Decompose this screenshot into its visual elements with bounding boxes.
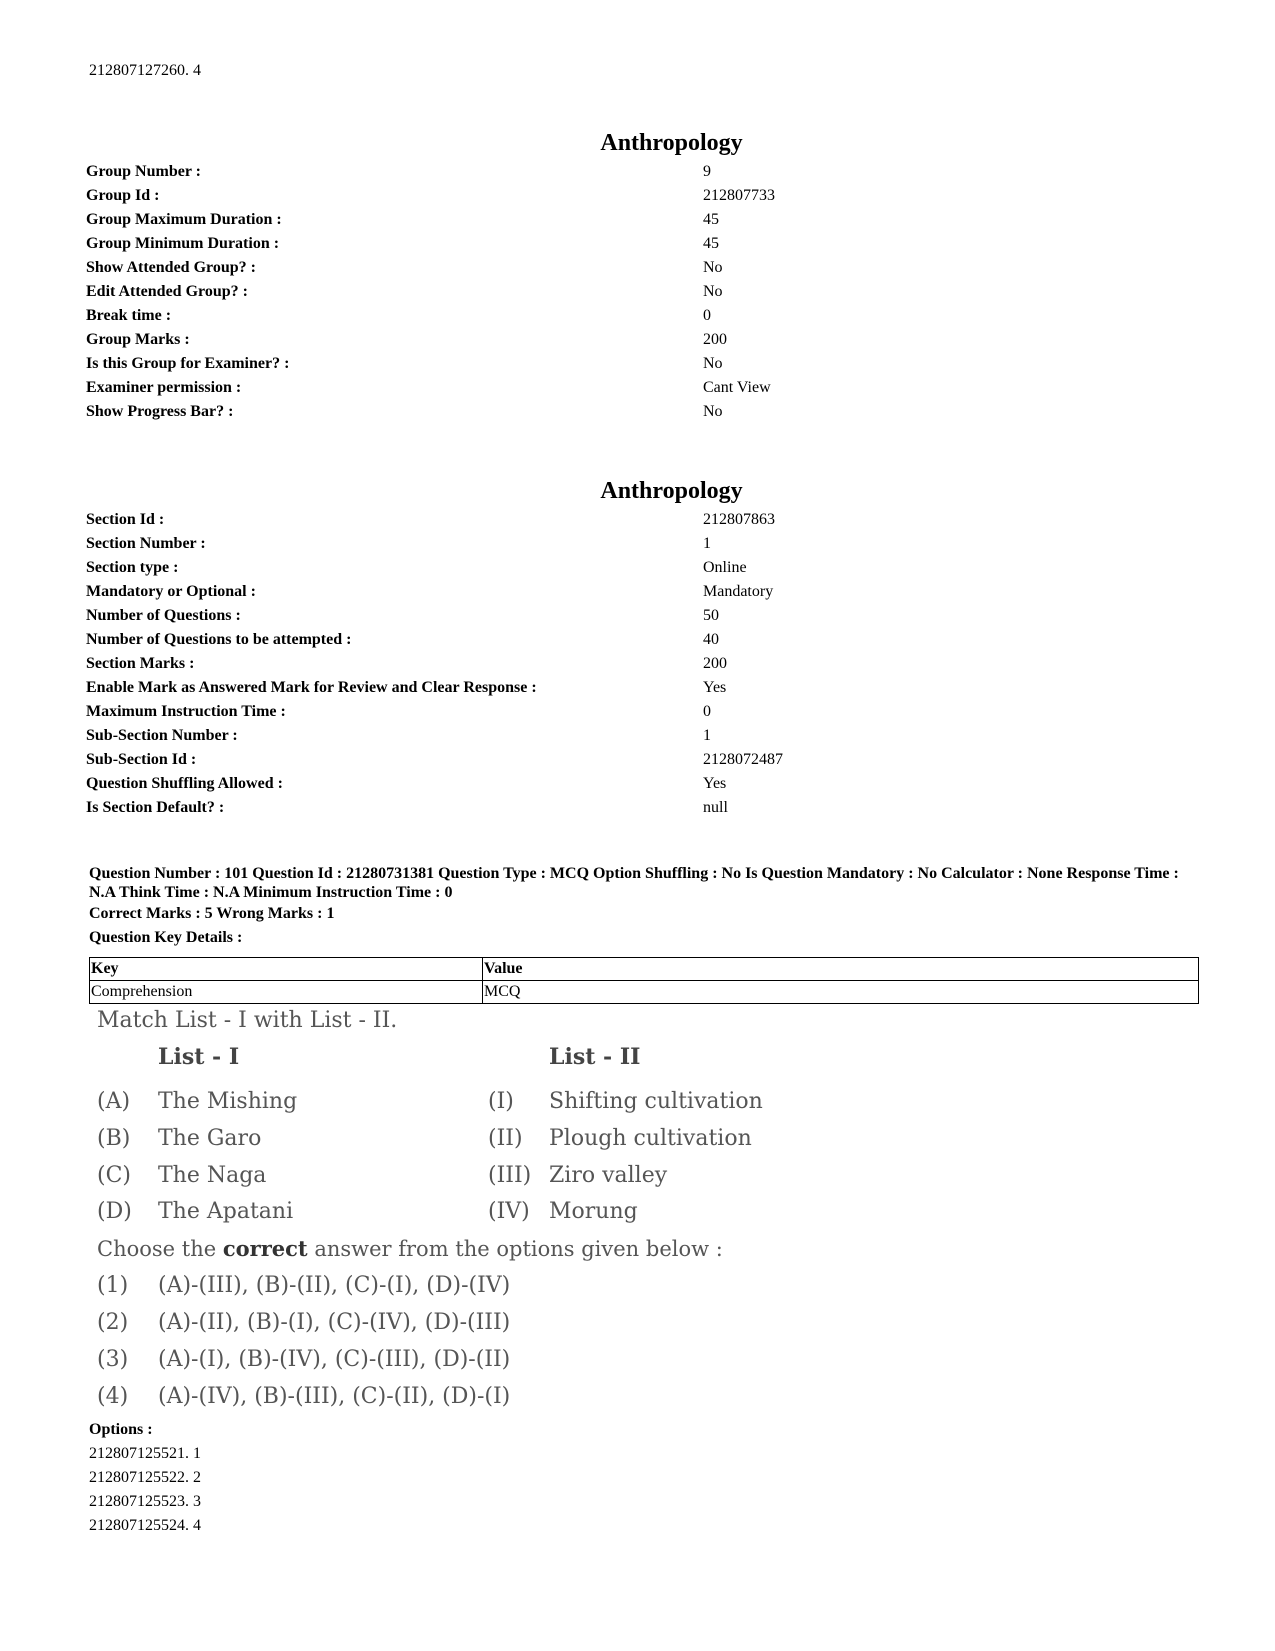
section-row: Sub-Section Number : 1 bbox=[86, 727, 711, 744]
list-1-item: The Apatani bbox=[158, 1199, 294, 1224]
section-row: Maximum Instruction Time : 0 bbox=[86, 703, 711, 720]
section-row: Question Shuffling Allowed : Yes bbox=[86, 775, 727, 792]
section-heading: Anthropology bbox=[600, 478, 743, 504]
list-2-item: Ziro valley bbox=[549, 1163, 668, 1188]
group-row: Group Minimum Duration : 45 bbox=[86, 235, 719, 252]
group-row: Show Progress Bar? : No bbox=[86, 403, 723, 420]
group-row: Group Id : 212807733 bbox=[86, 187, 775, 204]
list-2-tag: (III) bbox=[488, 1163, 532, 1188]
section-row: Section Id : 212807863 bbox=[86, 511, 775, 528]
choice-text: (A)-(II), (B)-(I), (C)-(IV), (D)-(III) bbox=[158, 1310, 511, 1335]
list-1-item: The Garo bbox=[158, 1126, 262, 1151]
table-cell: MCQ bbox=[483, 981, 1199, 1004]
section-details bbox=[86, 508, 1206, 820]
group-row: Edit Attended Group? : No bbox=[86, 283, 723, 300]
list-1-tag: (B) bbox=[97, 1126, 131, 1151]
list-2-tag: (I) bbox=[488, 1089, 514, 1114]
table-header-cell: Value bbox=[483, 958, 1199, 981]
options-label: Options : bbox=[89, 1421, 153, 1438]
question-key-details-label: Question Key Details : bbox=[89, 929, 243, 946]
list-2-item: Shifting cultivation bbox=[549, 1089, 763, 1114]
group-heading: Anthropology bbox=[600, 130, 743, 156]
table-row bbox=[90, 981, 1199, 1004]
list-1-tag: (A) bbox=[97, 1089, 131, 1114]
question-instruction: Choose the correct answer from the options given below : bbox=[97, 1236, 723, 1261]
group-row: Break time : 0 bbox=[86, 307, 711, 324]
section-row: Number of Questions to be attempted : 40 bbox=[86, 631, 719, 648]
group-row: Group Maximum Duration : 45 bbox=[86, 211, 719, 228]
list-1-tag: (D) bbox=[97, 1199, 132, 1224]
group-row: Show Attended Group? : No bbox=[86, 259, 723, 276]
option-item: 212807125521. 1 bbox=[89, 1445, 201, 1462]
list-2-tag: (II) bbox=[488, 1126, 523, 1151]
question-meta: Question Number : 101 Question Id : 21280731381 Question Type : MCQ Option Shuffling : No Is Question Mandatory : No Calculator : None Response Time : N.A Think Time : N.A Minimum Instruction Time : 0 bbox=[89, 865, 1179, 901]
choice-text: (A)-(IV), (B)-(III), (C)-(II), (D)-(I) bbox=[158, 1384, 511, 1409]
table-header-cell: Key bbox=[90, 958, 483, 981]
question-key-table bbox=[89, 957, 1199, 1004]
list-1-tag: (C) bbox=[97, 1163, 131, 1188]
section-row: Section Marks : 200 bbox=[86, 655, 727, 672]
group-details bbox=[86, 160, 1206, 424]
list-1-item: The Mishing bbox=[158, 1089, 298, 1114]
choice-number: (4) bbox=[97, 1384, 129, 1409]
list-2-header: List - II bbox=[549, 1044, 641, 1070]
list-1-item: The Naga bbox=[158, 1163, 267, 1188]
list-1-header: List - I bbox=[158, 1044, 240, 1070]
section-row: Sub-Section Id : 2128072487 bbox=[86, 751, 783, 768]
question-body bbox=[92, 1008, 792, 1416]
option-item: 212807125524. 4 bbox=[89, 1517, 201, 1534]
option-item: 212807125523. 3 bbox=[89, 1493, 201, 1510]
options-list bbox=[89, 1418, 201, 1538]
section-row: Section type : Online bbox=[86, 559, 747, 576]
choice-number: (2) bbox=[97, 1310, 129, 1335]
section-row: Is Section Default? : null bbox=[86, 799, 728, 816]
question-title: Match List - I with List - II. bbox=[97, 1008, 398, 1033]
group-row: Group Number : 9 bbox=[86, 163, 711, 180]
document-id-line: 212807127260. 4 bbox=[89, 62, 201, 79]
group-row: Is this Group for Examiner? : No bbox=[86, 355, 723, 372]
choice-number: (1) bbox=[97, 1273, 129, 1298]
section-row: Number of Questions : 50 bbox=[86, 607, 719, 624]
choice-text: (A)-(I), (B)-(IV), (C)-(III), (D)-(II) bbox=[158, 1347, 511, 1372]
table-cell: Comprehension bbox=[90, 981, 483, 1004]
list-2-tag: (IV) bbox=[488, 1199, 530, 1224]
option-item: 212807125522. 2 bbox=[89, 1469, 201, 1486]
choice-text: (A)-(III), (B)-(II), (C)-(I), (D)-(IV) bbox=[158, 1273, 511, 1298]
question-marks: Correct Marks : 5 Wrong Marks : 1 bbox=[89, 905, 335, 922]
list-2-item: Plough cultivation bbox=[549, 1126, 752, 1151]
list-2-item: Morung bbox=[549, 1199, 638, 1224]
section-row: Mandatory or Optional : Mandatory bbox=[86, 583, 774, 600]
section-row: Enable Mark as Answered Mark for Review and Clear Response : Yes bbox=[86, 679, 727, 696]
group-row: Examiner permission : Cant View bbox=[86, 379, 771, 396]
section-row: Section Number : 1 bbox=[86, 535, 711, 552]
table-header-row bbox=[90, 958, 1199, 981]
group-row: Group Marks : 200 bbox=[86, 331, 727, 348]
choice-number: (3) bbox=[97, 1347, 129, 1372]
